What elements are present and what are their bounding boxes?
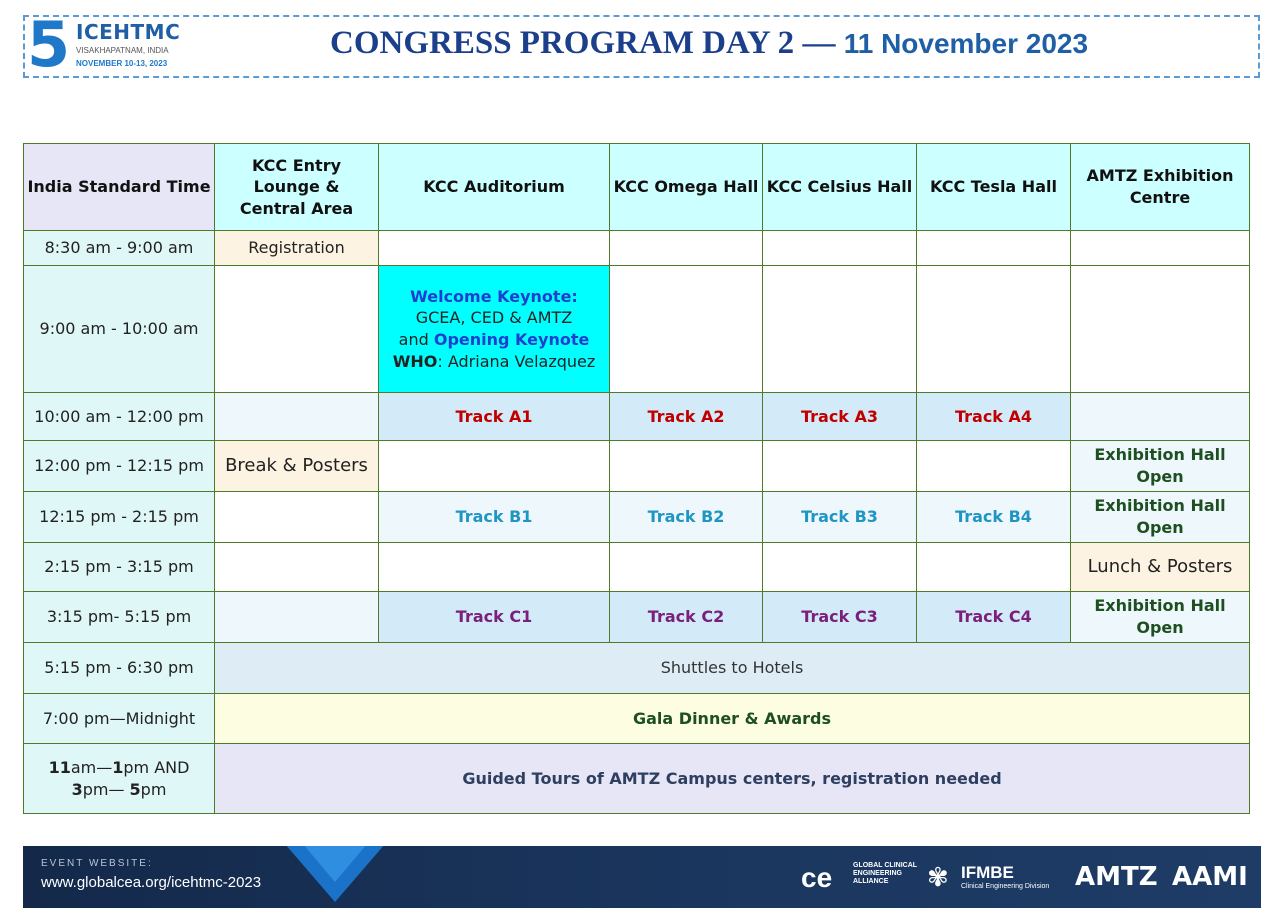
empty-cell (917, 543, 1071, 592)
table-row (24, 393, 1250, 441)
track-a2: Track A2 (610, 393, 763, 441)
congress-logo-city: VISAKHAPATNAM, INDIA (76, 46, 169, 55)
gcea-logo (801, 861, 937, 895)
congress-logo-number: 5 (27, 8, 71, 81)
lunch-posters-cell: Lunch & Posters (1071, 543, 1250, 592)
empty-cell (610, 441, 763, 492)
time-cell: 5:15 pm - 6:30 pm (24, 643, 215, 694)
shuttles-cell: Shuttles to Hotels (215, 643, 1250, 694)
aami-logo: AAMI (1172, 862, 1248, 892)
opening-keynote-label: Opening Keynote (433, 330, 590, 349)
congress-logo-name: ICEHTMC (76, 20, 181, 44)
registration-cell: Registration (215, 231, 379, 266)
ifmbe-name: IFMBE (961, 863, 1014, 882)
table-header-row (24, 144, 1250, 231)
track-a4: Track A4 (917, 393, 1071, 441)
empty-cell (763, 441, 917, 492)
time-cell: 3:15 pm- 5:15 pm (24, 592, 215, 643)
empty-cell (917, 266, 1071, 393)
empty-cell (215, 592, 379, 643)
table-row (24, 231, 1250, 266)
empty-cell (379, 231, 610, 266)
guided-tours-cell: Guided Tours of AMTZ Campus centers, registration needed (215, 744, 1250, 814)
tour-time-part: am— (70, 757, 113, 777)
welcome-keynote-label: Welcome Keynote: (410, 286, 578, 306)
empty-cell (610, 231, 763, 266)
gala-dinner-cell: Gala Dinner & Awards (215, 694, 1250, 744)
empty-cell (215, 492, 379, 543)
empty-cell (763, 231, 917, 266)
footer-banner (23, 846, 1261, 908)
time-cell: 8:30 am - 9:00 am (24, 231, 215, 266)
table-row (24, 266, 1250, 393)
tour-time-part: 1 (112, 757, 124, 777)
tour-time-part: pm— (82, 779, 130, 799)
keynote-and: and (398, 330, 434, 349)
title-date: 11 November 2023 (843, 28, 1089, 59)
event-website-label: EVENT WEBSITE: (41, 858, 153, 869)
track-b4: Track B4 (917, 492, 1071, 543)
tour-time-part: 11 (48, 757, 71, 777)
track-c2: Track C2 (610, 592, 763, 643)
header-kcc-celsius: KCC Celsius Hall (763, 144, 917, 231)
empty-cell (610, 543, 763, 592)
exhibition-open-cell: Exhibition Hall Open (1071, 492, 1250, 543)
welcome-keynote-orgs: GCEA, CED & AMTZ (415, 308, 573, 328)
empty-cell (215, 393, 379, 441)
exhibition-open-cell: Exhibition Hall Open (1071, 592, 1250, 643)
congress-logo-dates: NOVEMBER 10-13, 2023 (76, 59, 168, 68)
table-row (24, 441, 1250, 492)
page-title (330, 25, 1088, 62)
track-b1: Track B1 (379, 492, 610, 543)
table-row (24, 744, 1250, 814)
track-c3: Track C3 (763, 592, 917, 643)
time-cell (24, 744, 215, 814)
tour-time-part: pm AND (123, 757, 190, 777)
header-kcc-auditorium: KCC Auditorium (379, 144, 610, 231)
table-row (24, 492, 1250, 543)
time-cell: 7:00 pm—Midnight (24, 694, 215, 744)
gcea-logo-text: GLOBAL CLINICAL ENGINEERING ALLIANCE (853, 862, 917, 885)
amtz-logo: AMTZ (1075, 862, 1158, 892)
keynote-speaker: : Adriana Velazquez (437, 351, 596, 371)
title-dash: — (794, 25, 844, 61)
chevron-decoration-icon (285, 846, 385, 902)
header-kcc-entry: KCC Entry Lounge & Central Area (215, 144, 379, 231)
time-cell: 10:00 am - 12:00 pm (24, 393, 215, 441)
time-cell: 12:15 pm - 2:15 pm (24, 492, 215, 543)
empty-cell (610, 266, 763, 393)
time-cell: 9:00 am - 10:00 am (24, 266, 215, 393)
empty-cell (379, 441, 610, 492)
table-row (24, 543, 1250, 592)
header-time: India Standard Time (24, 144, 215, 231)
empty-cell (215, 266, 379, 393)
exhibition-open-cell: Exhibition Hall Open (1071, 441, 1250, 492)
ifmbe-subtitle: Clinical Engineering Division (961, 883, 1050, 890)
event-website-link[interactable]: www.globalcea.org/icehtmc-2023 (41, 874, 262, 891)
time-cell: 12:00 pm - 12:15 pm (24, 441, 215, 492)
empty-cell (763, 266, 917, 393)
tour-time-part: pm (140, 779, 167, 799)
gcea-mark-icon: ce (801, 862, 833, 893)
track-a1: Track A1 (379, 393, 610, 441)
empty-cell (1071, 266, 1250, 393)
table-row (24, 592, 1250, 643)
header-amtz: AMTZ Exhibition Centre (1071, 144, 1250, 231)
header-kcc-tesla: KCC Tesla Hall (917, 144, 1071, 231)
track-a3: Track A3 (763, 393, 917, 441)
empty-cell (763, 543, 917, 592)
ifmbe-logo (927, 860, 1087, 896)
empty-cell (917, 231, 1071, 266)
time-cell: 2:15 pm - 3:15 pm (24, 543, 215, 592)
empty-cell (917, 441, 1071, 492)
table-row (24, 694, 1250, 744)
track-c1: Track C1 (379, 592, 610, 643)
keynote-cell (379, 266, 610, 393)
ifmbe-emblem-icon: ✾ (927, 862, 949, 892)
tour-time-part: 3 (71, 779, 83, 799)
page-header (23, 8, 1260, 81)
empty-cell (1071, 393, 1250, 441)
empty-cell (215, 543, 379, 592)
break-posters-cell: Break & Posters (215, 441, 379, 492)
schedule-table (23, 143, 1250, 814)
track-b3: Track B3 (763, 492, 917, 543)
keynote-who: WHO (392, 351, 438, 371)
empty-cell (1071, 231, 1250, 266)
table-row (24, 643, 1250, 694)
tour-time-part: 5 (129, 779, 141, 799)
empty-cell (379, 543, 610, 592)
header-kcc-omega: KCC Omega Hall (610, 144, 763, 231)
title-main: CONGRESS PROGRAM DAY 2 (330, 25, 795, 61)
track-c4: Track C4 (917, 592, 1071, 643)
track-b2: Track B2 (610, 492, 763, 543)
